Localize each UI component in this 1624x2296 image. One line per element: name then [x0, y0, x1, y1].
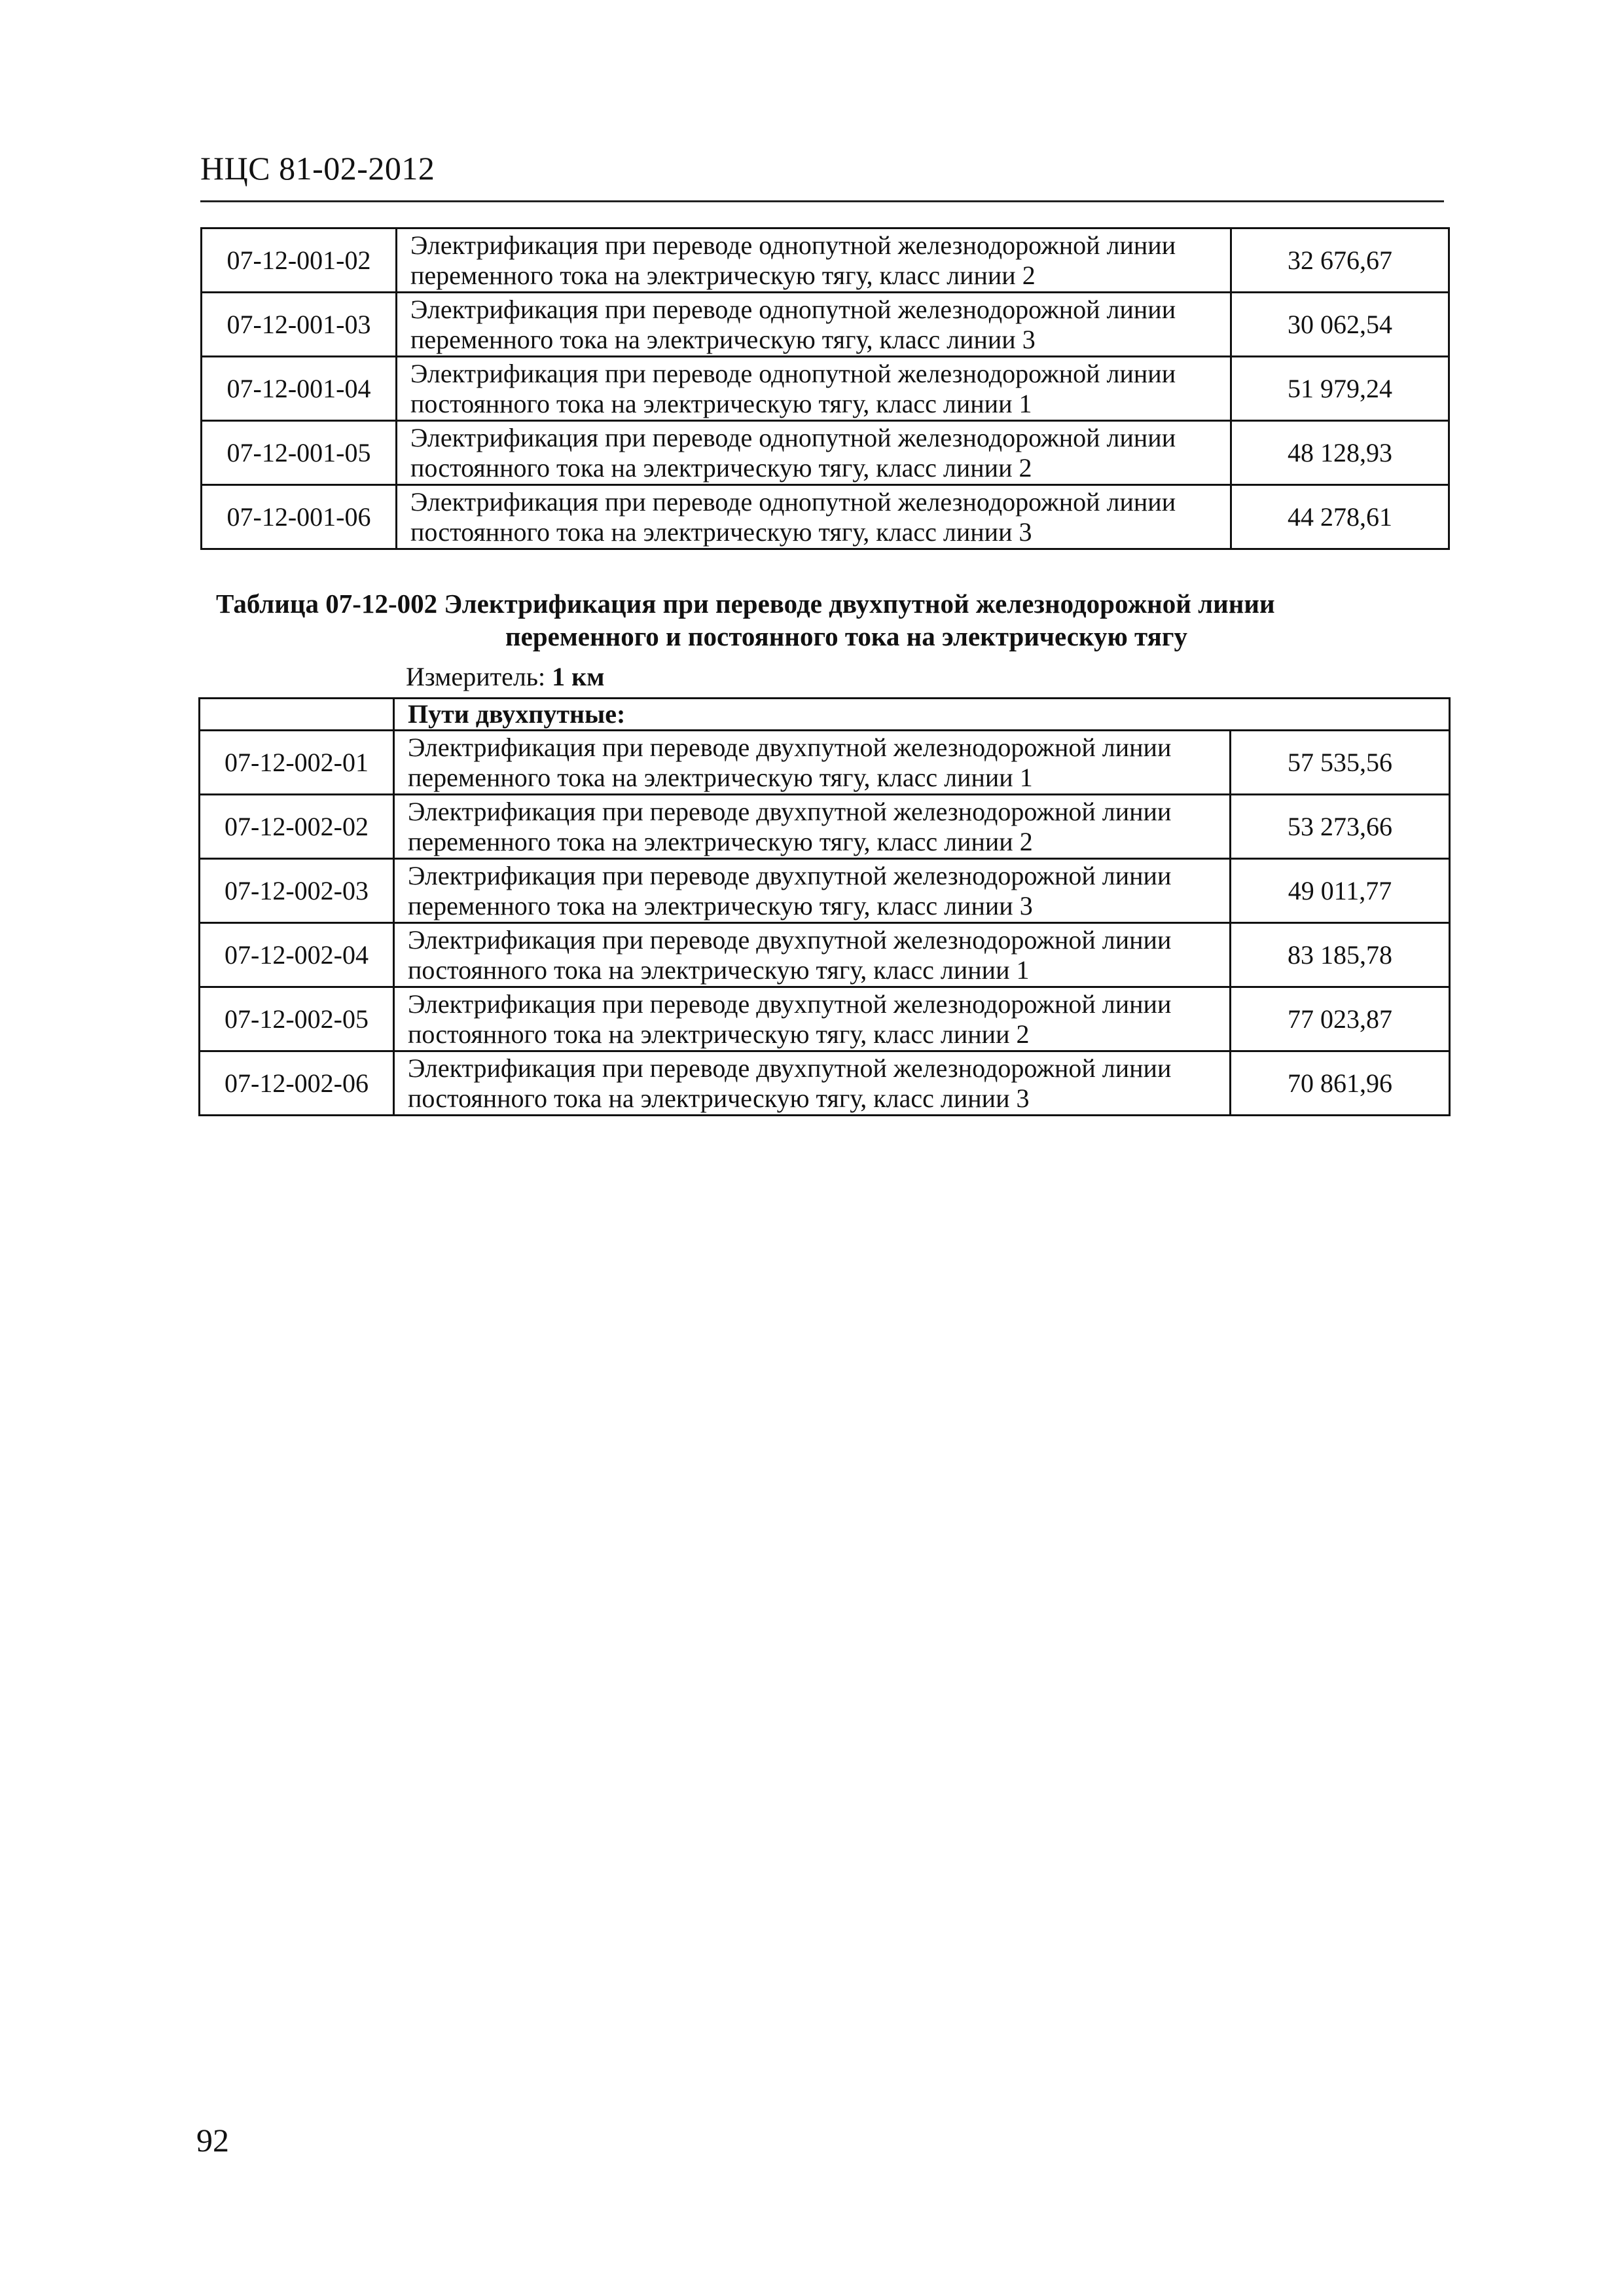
description-line-1: Электрификация при переводе двухпутной железнодорожной линии — [408, 732, 1172, 762]
description-line-2: переменного тока на электрическую тягу, класс линии 3 — [410, 324, 1036, 354]
rate-code-cell: 07-12-001-02 — [202, 228, 397, 293]
rate-code-cell: 07-12-002-02 — [200, 795, 394, 859]
price-value-cell: 32 676,67 — [1231, 228, 1449, 293]
description-line-1: Электрификация при переводе двухпутной железнодорожной линии — [408, 796, 1172, 826]
price-value-cell: 57 535,56 — [1231, 731, 1450, 795]
table-row — [200, 987, 1450, 1051]
table-row — [202, 485, 1449, 549]
rates-table-07-12-001 — [200, 227, 1450, 550]
table-row — [200, 731, 1450, 795]
rate-code-cell: 07-12-001-04 — [202, 357, 397, 421]
price-value-cell: 83 185,78 — [1231, 923, 1450, 987]
section-heading: Пути двухпутные: — [394, 699, 1450, 731]
document-code-header: НЦС 81-02-2012 — [200, 150, 435, 187]
table-title-line-1: Таблица 07-12-002 Электрификация при переводе двухпутной железнодорожной линии — [216, 589, 1275, 619]
description-line-1: Электрификация при переводе однопутной железнодорожной линии — [410, 486, 1176, 517]
description-line-1: Электрификация при переводе двухпутной железнодорожной линии — [408, 989, 1172, 1019]
description-line-2: постоянного тока на электрическую тягу, класс линии 3 — [410, 517, 1032, 547]
table-title-07-12-002 — [200, 587, 1313, 653]
rate-code-cell: 07-12-002-06 — [200, 1051, 394, 1116]
table-row — [200, 795, 1450, 859]
description-line-1: Электрификация при переводе однопутной железнодорожной линии — [410, 422, 1176, 452]
description-line-2: переменного тока на электрическую тягу, класс линии 1 — [408, 762, 1033, 792]
price-value-cell: 53 273,66 — [1231, 795, 1450, 859]
description-line-2: постоянного тока на электрическую тягу, класс линии 1 — [408, 955, 1030, 985]
description-line-2: постоянного тока на электрическую тягу, класс линии 2 — [410, 452, 1032, 483]
description-line-1: Электрификация при переводе однопутной железнодорожной линии — [410, 294, 1176, 324]
section-heading-row — [200, 699, 1450, 731]
price-value-cell: 44 278,61 — [1231, 485, 1449, 549]
rate-code-cell: 07-12-001-03 — [202, 293, 397, 357]
description-line-1: Электрификация при переводе двухпутной железнодорожной линии — [408, 924, 1172, 955]
description-cell — [394, 795, 1231, 859]
header-rule — [200, 200, 1444, 202]
description-cell — [397, 293, 1231, 357]
table1-body — [202, 228, 1449, 549]
price-value-cell: 70 861,96 — [1231, 1051, 1450, 1116]
table-row — [202, 421, 1449, 485]
rate-code-cell: 07-12-002-04 — [200, 923, 394, 987]
rate-code-cell: 07-12-002-05 — [200, 987, 394, 1051]
description-cell — [397, 421, 1231, 485]
description-cell — [394, 859, 1231, 923]
table-title-line-2: переменного и постоянного тока на электрическую тягу — [505, 621, 1187, 651]
rates-table-07-12-002 — [198, 697, 1451, 1116]
table-row — [202, 228, 1449, 293]
price-value-cell: 51 979,24 — [1231, 357, 1449, 421]
description-line-1: Электрификация при переводе однопутной железнодорожной линии — [410, 230, 1176, 260]
description-cell — [394, 987, 1231, 1051]
table2-body — [200, 699, 1450, 1116]
table-row — [200, 923, 1450, 987]
description-line-2: переменного тока на электрическую тягу, класс линии 2 — [408, 826, 1033, 856]
page-number: 92 — [196, 2122, 229, 2159]
rate-code-cell: 07-12-002-03 — [200, 859, 394, 923]
unit-value: 1 км — [552, 662, 605, 691]
description-cell — [394, 1051, 1231, 1116]
description-cell — [394, 731, 1231, 795]
description-line-1: Электрификация при переводе двухпутной железнодорожной линии — [408, 860, 1172, 890]
table-row — [202, 293, 1449, 357]
table-row — [200, 859, 1450, 923]
description-cell — [394, 923, 1231, 987]
description-line-1: Электрификация при переводе двухпутной железнодорожной линии — [408, 1053, 1172, 1083]
description-line-2: постоянного тока на электрическую тягу, класс линии 2 — [408, 1019, 1030, 1049]
rate-code-cell: 07-12-001-06 — [202, 485, 397, 549]
description-line-2: переменного тока на электрическую тягу, класс линии 2 — [410, 260, 1036, 290]
price-value-cell: 48 128,93 — [1231, 421, 1449, 485]
description-line-2: переменного тока на электрическую тягу, класс линии 3 — [408, 890, 1033, 920]
price-value-cell: 49 011,77 — [1231, 859, 1450, 923]
description-line-2: постоянного тока на электрическую тягу, класс линии 3 — [408, 1083, 1030, 1113]
table-row — [200, 1051, 1450, 1116]
price-value-cell: 77 023,87 — [1231, 987, 1450, 1051]
rate-code-cell: 07-12-002-01 — [200, 731, 394, 795]
description-cell — [397, 485, 1231, 549]
price-value-cell: 30 062,54 — [1231, 293, 1449, 357]
rate-code-cell: 07-12-001-05 — [202, 421, 397, 485]
unit-of-measure — [406, 661, 604, 692]
description-cell — [397, 228, 1231, 293]
description-line-2: постоянного тока на электрическую тягу, класс линии 1 — [410, 388, 1032, 418]
table-row — [202, 357, 1449, 421]
section-heading-blank-cell — [200, 699, 394, 731]
unit-label: Измеритель: — [406, 662, 552, 691]
description-cell — [397, 357, 1231, 421]
description-line-1: Электрификация при переводе однопутной железнодорожной линии — [410, 358, 1176, 388]
